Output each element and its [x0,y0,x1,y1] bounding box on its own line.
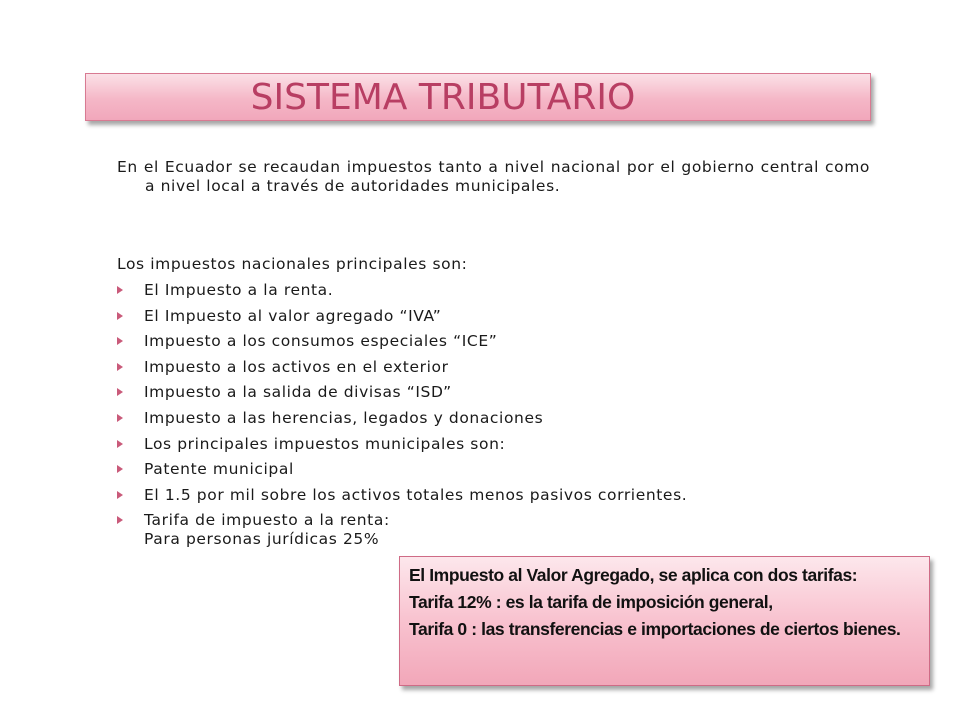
right-arrow-bullet-icon [117,388,123,396]
list-item [117,511,877,549]
list-item [117,281,877,300]
slide-title: SISTEMA TRIBUTARIO [250,76,636,118]
list-item-text: Impuesto a las herencias, legados y donaciones [144,408,544,427]
list-item [117,383,877,402]
list-item-text: Los principales impuestos municipales son: [144,434,506,453]
list-item [117,409,877,428]
list-item [117,486,877,505]
right-arrow-bullet-icon [117,286,123,294]
title-banner [85,73,871,121]
list-item-text: Tarifa de impuesto a la renta: [144,511,390,530]
tax-list [117,281,877,556]
list-item-text: El Impuesto a la renta. [144,281,334,299]
right-arrow-bullet-icon [117,312,123,320]
iva-callout-line: El Impuesto al Valor Agregado, se aplica con dos tarifas: [409,565,858,585]
list-item [117,332,877,351]
list-item [117,435,877,454]
iva-callout-box [399,556,930,686]
list-item [117,307,877,326]
list-item-text: Impuesto a la salida de divisas “ISD” [144,383,452,402]
list-item-text: El Impuesto al valor agregado “IVA” [144,306,442,325]
list-lead: Los impuestos nacionales principales son: [117,255,468,273]
list-item-subline: Para personas jurídicas 25% [144,530,380,549]
intro-paragraph: En el Ecuador se recaudan impuestos tanto a nivel nacional por el gobierno central como a nivel local a través de autoridades municipales. [117,158,870,195]
right-arrow-bullet-icon [117,414,123,422]
iva-callout-line: Tarifa 0 : las transferencias e importaciones de ciertos bienes. [409,619,901,639]
iva-callout-line: Tarifa 12% : es la tarifa de imposición general, [409,592,773,612]
right-arrow-bullet-icon [117,337,123,345]
right-arrow-bullet-icon [117,363,123,371]
right-arrow-bullet-icon [117,516,123,524]
right-arrow-bullet-icon [117,491,123,499]
list-item-text: El 1.5 por mil sobre los activos totales menos pasivos corrientes. [144,485,688,504]
right-arrow-bullet-icon [117,465,123,473]
list-item-text: Impuesto a los activos en el exterior [144,357,449,376]
list-item [117,460,877,479]
list-item-text: Patente municipal [144,460,294,479]
right-arrow-bullet-icon [117,440,123,448]
list-item [117,358,877,377]
list-item-text: Impuesto a los consumos especiales “ICE” [144,332,498,351]
